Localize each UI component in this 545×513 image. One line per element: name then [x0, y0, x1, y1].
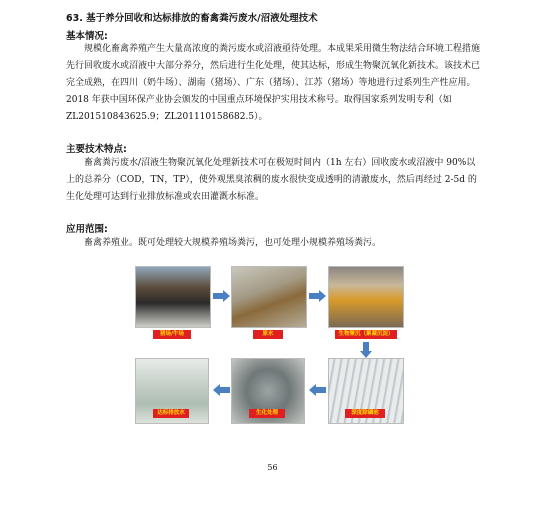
paragraph-basic-text: 规模化畜禽养殖产生大量高浓度的粪污废水或沼液亟待处理。本成果采用微生物法结合环境工程措施先行回收废水或沼液中大部分养分，然后进行生化处理，使其达标，形成生物聚沉氧化新技术。该技术已完全成熟，在四川（奶牛场）、湖南（猪场）、广东（猪场）、江苏（猪场）等地进行过系列生产性应用。2018 年获中国环保产业协会颁发的中国重点环境保护实用技术称号。取得国家系列发明专利（如 ZL201510843625.9；ZL201110158682.5）。 — [66, 44, 481, 122]
arrow-left-icon — [309, 384, 327, 396]
arrow-down-icon — [360, 342, 372, 358]
section-title: 63. 基于养分回收和达标排放的畜禽粪污废水/沼液处理技术 — [66, 13, 318, 24]
process-figure — [135, 266, 407, 436]
paragraph-features-text: 畜禽粪污废水/沼液生物聚沉氧化处理新技术可在极短时间内（1h 左右）回收废水或沼液中 90%以上的总养分（COD，TN，TP），使外观黑臭浓稠的废水很快变成透明的清澈废水，然后再经过 2-5d 的生化处理可达到行业排放标准或农田灌溉水标准。 — [66, 158, 477, 202]
caption-bio-flocculation: 生物聚沉（絮凝沉淀） — [335, 330, 397, 339]
caption-farm: 猪场/牛场 — [153, 330, 191, 339]
arrow-left-icon — [213, 384, 231, 396]
paragraph-basic — [66, 41, 484, 126]
paragraph-application-text: 畜禽养殖业。既可处理较大规模养殖场粪污，也可处理小规模养殖场粪污。 — [84, 238, 382, 248]
arrow-right-icon — [309, 290, 327, 302]
paragraph-features — [66, 155, 484, 206]
heading-application: 应用范围: — [66, 224, 108, 235]
heading-features: 主要技术特点: — [66, 144, 127, 155]
caption-raw-water: 原水 — [253, 330, 283, 339]
heading-basic: 基本情况: — [66, 31, 108, 42]
caption-phosphorus-pool: 深度除磷池 — [345, 409, 385, 418]
photo-farm — [135, 266, 211, 328]
caption-biochemical: 生化处理 — [249, 409, 285, 418]
page-number: 56 — [267, 463, 278, 472]
arrow-right-icon — [213, 290, 231, 302]
caption-discharge-water: 达标排放水 — [153, 409, 189, 418]
photo-bio-flocculation — [328, 266, 404, 328]
photo-raw-water — [231, 266, 307, 328]
paragraph-application — [66, 235, 484, 252]
